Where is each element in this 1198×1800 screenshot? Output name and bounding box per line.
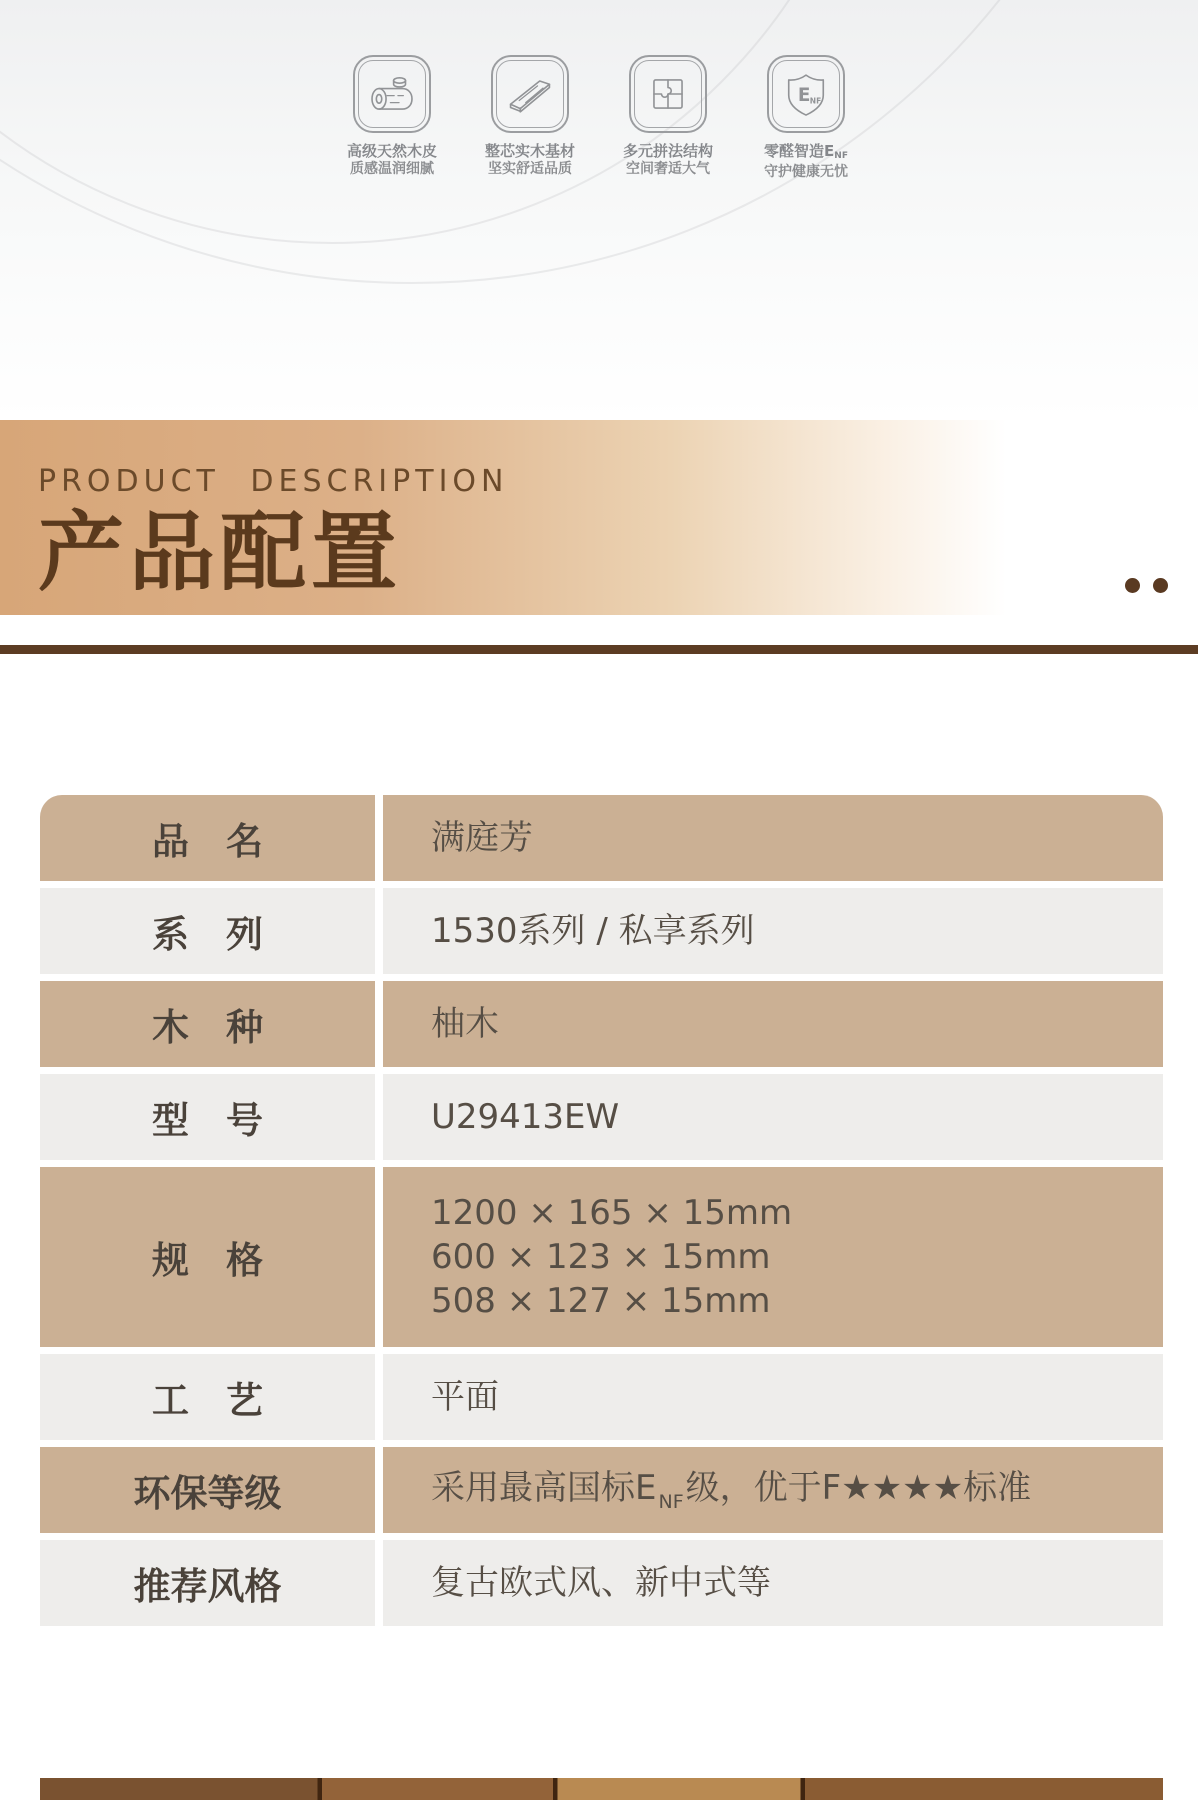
feature-subtitle: 坚实舒适品质 [488, 161, 572, 177]
row-value: 1530系列 / 私享系列 [383, 888, 1163, 974]
feature-subtitle: 质感温润细腻 [350, 161, 434, 177]
table-row-model [40, 1074, 1163, 1160]
table-row-name [40, 795, 1163, 881]
row-value: 复古欧式风、新中式等 [383, 1540, 1163, 1626]
feature-title: 零醛智造ENF [764, 142, 848, 161]
feature-icons-row [0, 55, 1198, 181]
table-row-series [40, 888, 1163, 974]
decorative-dots [1125, 578, 1168, 593]
shield-enf-icon [767, 55, 845, 133]
section-eyebrow: PRODUCT DESCRIPTION [38, 464, 509, 499]
spec-table [40, 795, 1163, 1626]
table-row-specs [40, 1167, 1163, 1347]
row-label: 规 格 [40, 1167, 375, 1347]
puzzle-icon [629, 55, 707, 133]
row-label: 型 号 [40, 1074, 375, 1160]
table-row-eco-grade [40, 1447, 1163, 1533]
row-label: 推荐风格 [40, 1540, 375, 1626]
dot-icon [1153, 578, 1168, 593]
table-row-wood-species [40, 981, 1163, 1067]
row-label: 工 艺 [40, 1354, 375, 1440]
wood-floor-image [40, 1778, 1163, 1800]
row-value: 1200 × 165 × 15mm 600 × 123 × 15mm 508 × 127 × 15mm [383, 1167, 1163, 1347]
wood-plank-icon [491, 55, 569, 133]
dot-icon [1125, 578, 1140, 593]
divider-bar [0, 645, 1198, 654]
row-value: U29413EW [383, 1074, 1163, 1160]
table-row-style [40, 1540, 1163, 1626]
feature-subtitle: 守护健康无忧 [764, 164, 848, 180]
feature-multi-pattern [614, 55, 722, 181]
feature-title: 整芯实木基材 [484, 142, 575, 160]
wood-log-icon [353, 55, 431, 133]
svg-text:E: E [797, 85, 811, 107]
row-label: 系 列 [40, 888, 375, 974]
feature-zero-formaldehyde [752, 55, 860, 181]
feature-natural-veneer [338, 55, 446, 181]
row-label: 环保等级 [40, 1447, 375, 1533]
section-banner [0, 420, 1198, 615]
svg-text:NF: NF [809, 96, 822, 106]
row-value: 平面 [383, 1354, 1163, 1440]
row-value: 采用最高国标E $_{NF}$级，优于F★★★★标准 [383, 1447, 1163, 1533]
feature-title: 多元拼法结构 [622, 142, 713, 160]
row-value: 满庭芳 [383, 795, 1163, 881]
row-label: 木 种 [40, 981, 375, 1067]
table-row-craft [40, 1354, 1163, 1440]
feature-title: 高级天然木皮 [346, 142, 437, 160]
section-title: 产品配置 [38, 503, 402, 603]
feature-solid-core [476, 55, 584, 181]
row-value: 柚木 [383, 981, 1163, 1067]
feature-subtitle: 空间奢适大气 [626, 161, 710, 177]
row-label: 品 名 [40, 795, 375, 881]
